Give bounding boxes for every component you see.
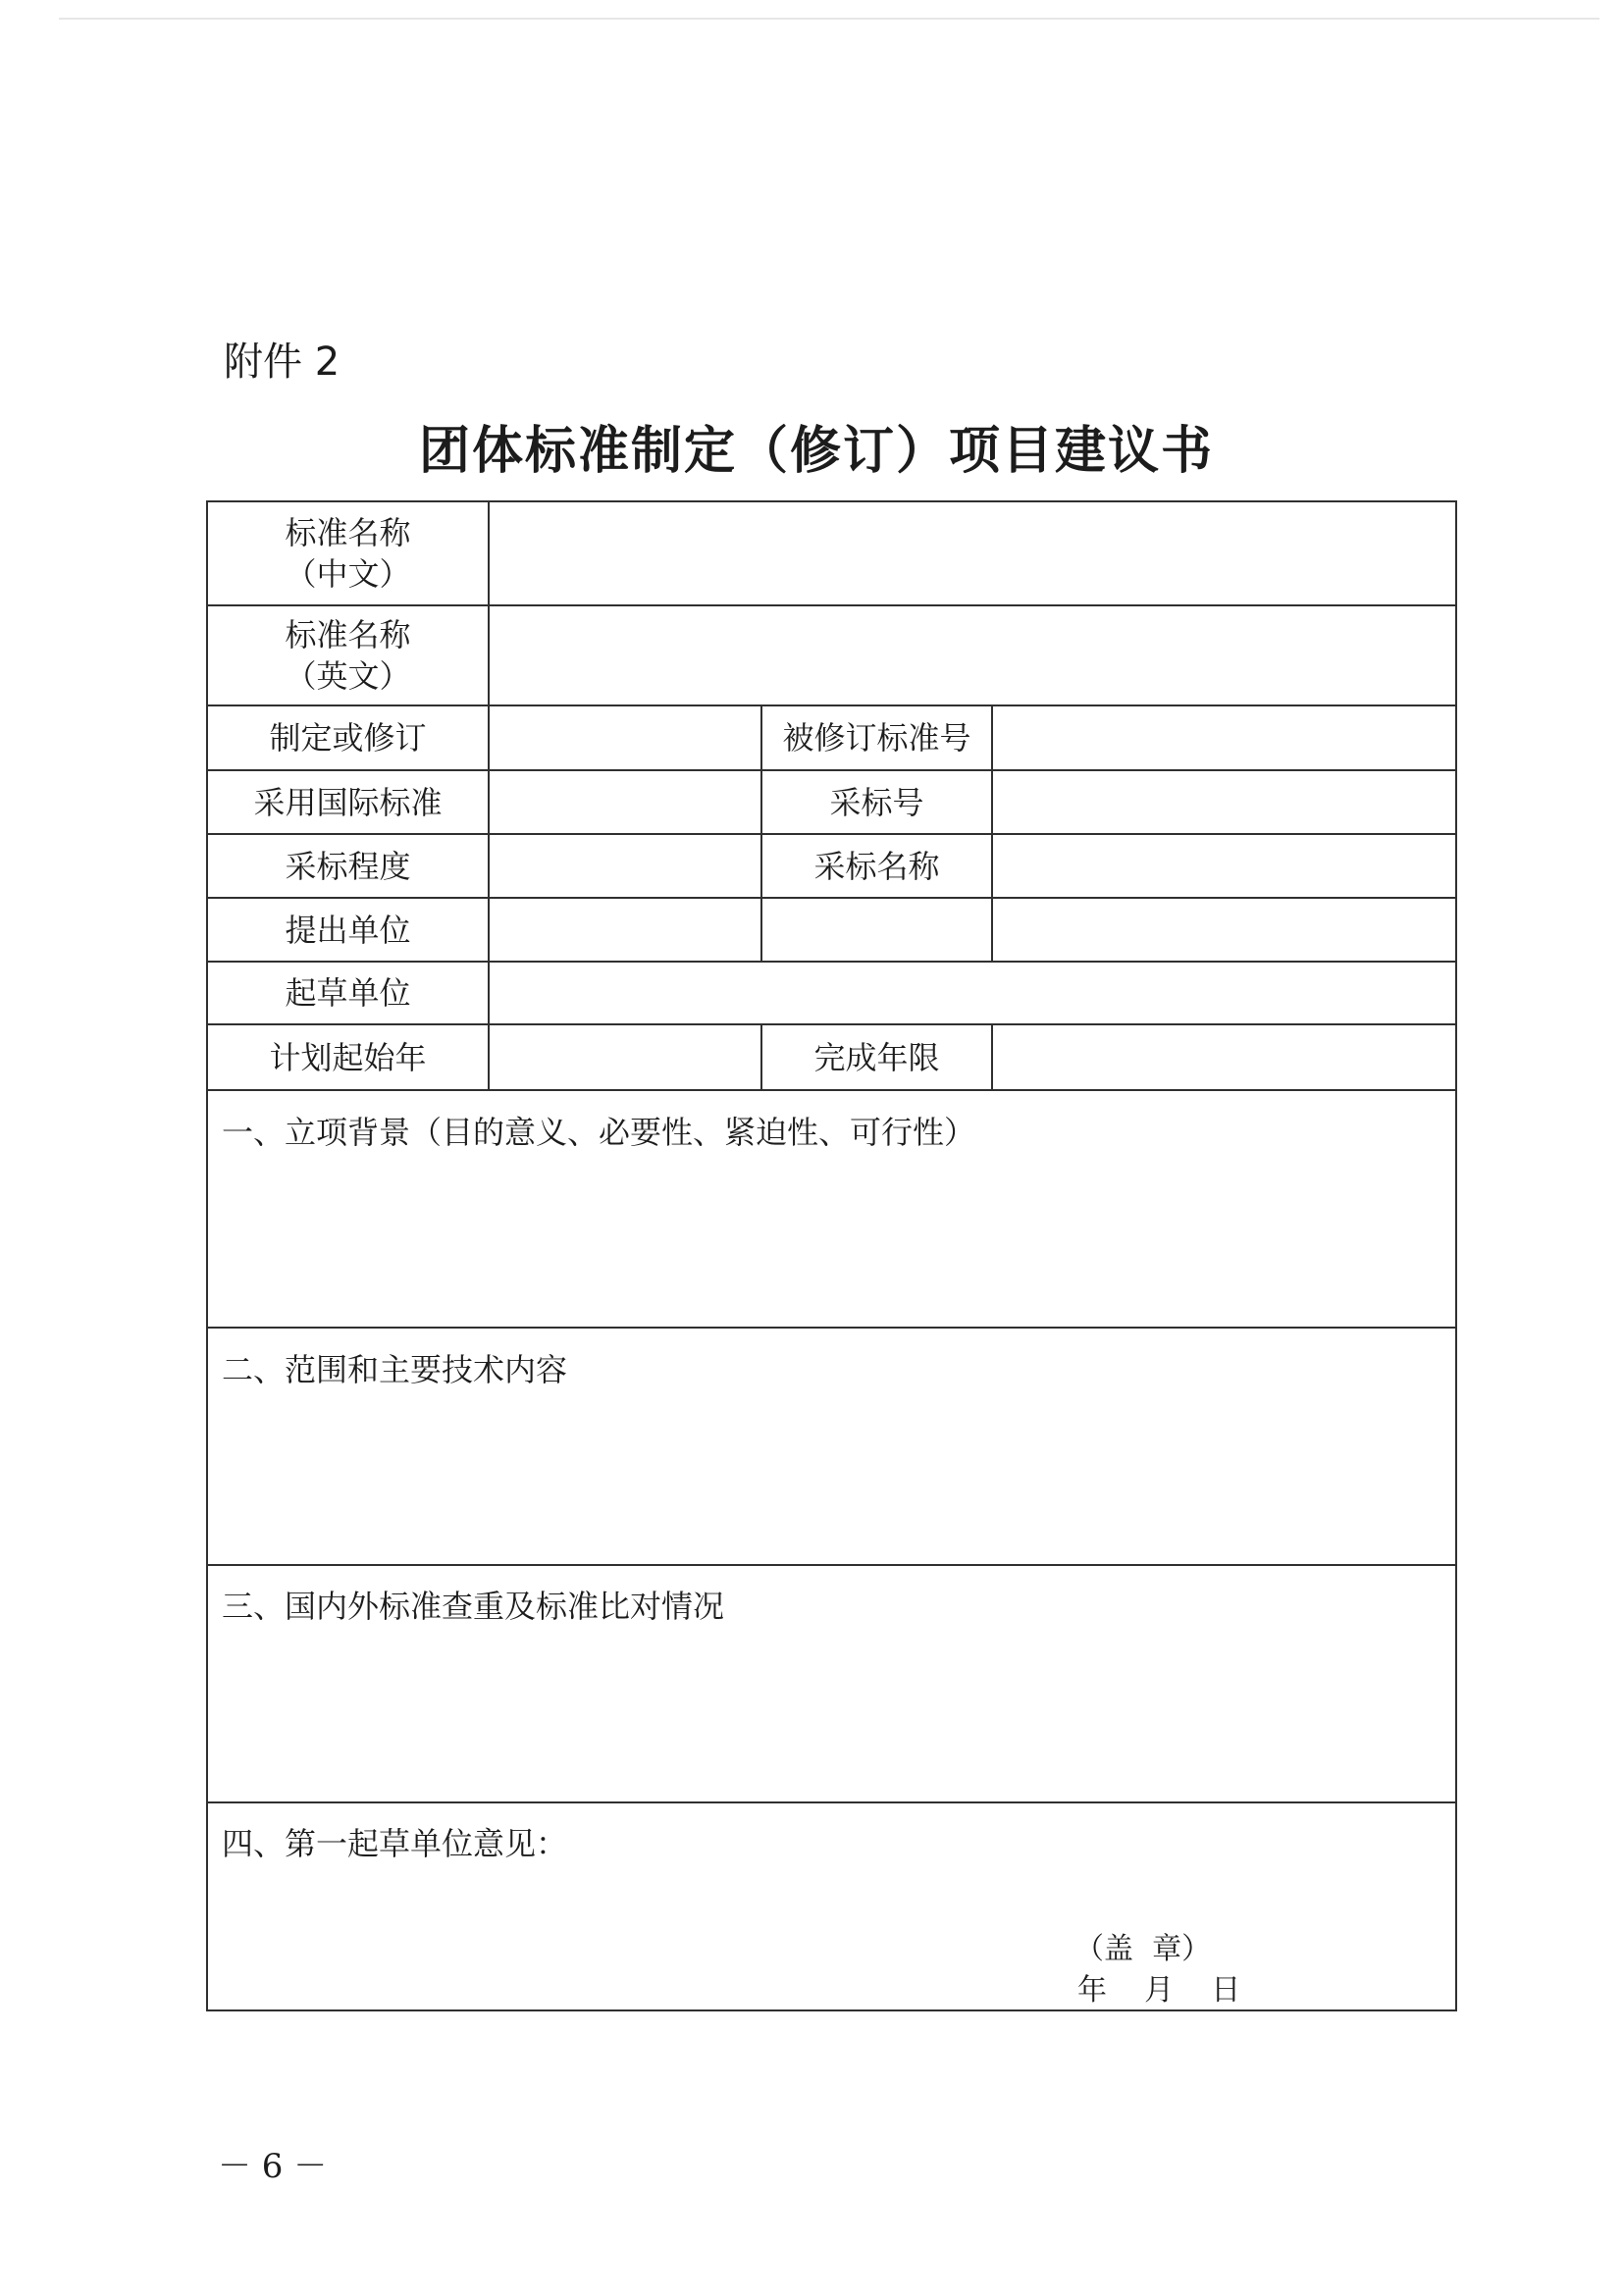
adoption-degree-label: 采标程度 (285, 847, 411, 885)
signature-date: 年 月 日 (1077, 1973, 1241, 2008)
page-number: － 6 － (218, 2147, 328, 2186)
proposing-unit-label: 提出单位 (285, 911, 411, 949)
section-background-title: 一、立项背景（目的意义、必要性、紧迫性、可行性） (222, 1114, 976, 1151)
attachment-label: 附件 2 (224, 339, 340, 385)
completion-deadline-field[interactable] (993, 1025, 1455, 1089)
top-scan-rule (59, 18, 1599, 20)
completion-deadline-label: 完成年限 (813, 1038, 940, 1076)
standard-name-cn-field[interactable] (490, 502, 1455, 604)
standard-name-cn-label-line2: （中文） (285, 555, 411, 593)
document-title: 团体标准制定（修订）项目建议书 (418, 421, 1214, 481)
adopted-standard-name-label: 采标名称 (813, 847, 940, 885)
adopt-international-label: 采用国际标准 (253, 783, 443, 821)
planned-start-year-label: 计划起始年 (269, 1038, 427, 1076)
section-scope-field[interactable] (208, 1395, 1455, 1562)
standard-name-cn-label (208, 502, 488, 604)
section-divider (206, 1801, 1457, 1803)
section-divider (206, 1327, 1457, 1329)
proposing-unit-field[interactable] (490, 899, 1455, 961)
adopt-international-field[interactable] (490, 771, 760, 833)
seal-text: （盖 章） (1074, 1932, 1212, 1966)
standard-name-en-label (208, 606, 488, 704)
adoption-degree-field[interactable] (490, 835, 760, 897)
adopted-standard-name-field[interactable] (993, 835, 1455, 897)
section-opinion-title: 四、第一起草单位意见： (222, 1825, 568, 1862)
standard-name-cn-label-line1: 标准名称 (285, 514, 411, 551)
section-divider (206, 1564, 1457, 1566)
standard-name-en-field[interactable] (490, 606, 1455, 704)
section-opinion-field[interactable] (208, 1870, 1052, 2008)
section-background-field[interactable] (208, 1158, 1455, 1325)
establish-or-revise-label: 制定或修订 (269, 719, 427, 757)
row-divider (206, 1089, 1457, 1091)
establish-or-revise-field[interactable] (490, 706, 760, 769)
planned-start-year-field[interactable] (490, 1025, 760, 1089)
drafting-unit-field[interactable] (490, 963, 1455, 1023)
section-scope-title: 二、范围和主要技术内容 (222, 1351, 568, 1388)
section-comparison-title: 三、国内外标准查重及标准比对情况 (222, 1588, 725, 1625)
adopted-standard-no-field[interactable] (993, 771, 1455, 833)
adopted-standard-no-label: 采标号 (829, 783, 924, 821)
revised-standard-no-field[interactable] (993, 706, 1455, 769)
standard-name-en-label-line2: （英文） (285, 657, 411, 695)
revised-standard-no-label: 被修订标准号 (782, 719, 971, 757)
section-comparison-field[interactable] (208, 1633, 1455, 1800)
drafting-unit-label: 起草单位 (285, 974, 411, 1012)
standard-name-en-label-line1: 标准名称 (285, 616, 411, 653)
